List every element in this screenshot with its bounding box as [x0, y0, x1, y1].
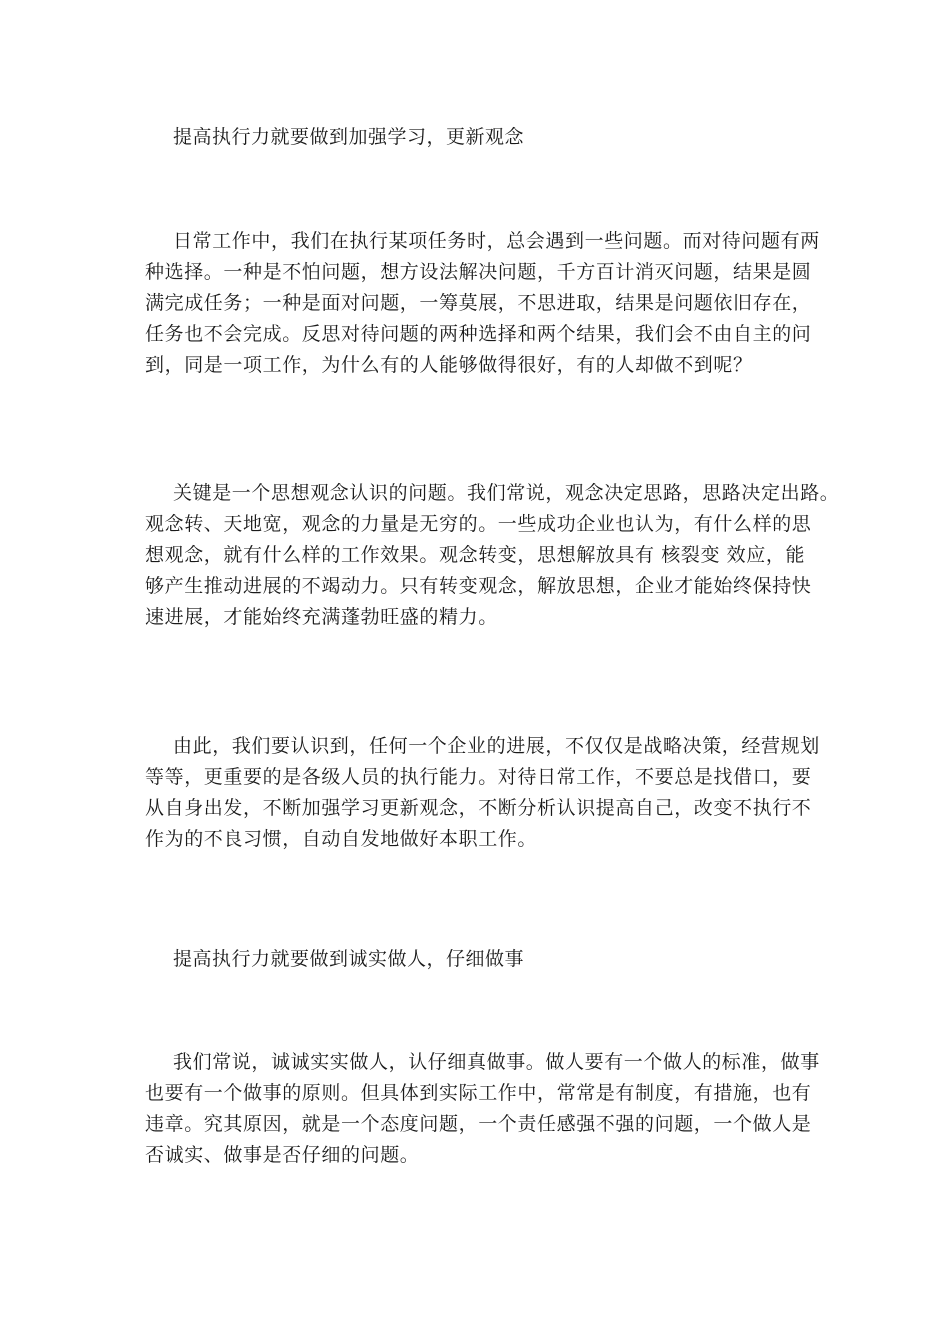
- paragraph-line: 违章。究其原因，就是一个态度问题，一个责任感强不强的问题，一个做人是: [145, 1113, 812, 1135]
- paragraph-line: 日常工作中，我们在执行某项任务时，总会遇到一些问题。而对待问题有两: [173, 230, 820, 252]
- paragraph-4: [145, 1047, 825, 1171]
- paragraph-line: 作为的不良习惯，自动自发地做好本职工作。: [145, 828, 538, 850]
- section-heading-2: 提高执行力就要做到诚实做人，仔细做事: [173, 948, 525, 970]
- paragraph-2: [145, 478, 840, 633]
- paragraph-line: 也要有一个做事的原则。但具体到实际工作中，常常是有制度，有措施，也有: [145, 1082, 812, 1104]
- paragraph-line: 从自身出发，不断加强学习更新观念，不断分析认识提高自己，改变不执行不: [145, 797, 812, 819]
- paragraph-1: [145, 226, 825, 381]
- paragraph-line: 种选择。一种是不怕问题，想方设法解决问题，千方百计消灭问题，结果是圆: [145, 261, 812, 283]
- paragraph-line: 关键是一个思想观念认识的问题。我们常说，观念决定思路，思路决定出路。: [173, 482, 840, 504]
- paragraph-line: 够产生推动进展的不竭动力。只有转变观念，解放思想，企业才能始终保持快: [145, 575, 812, 597]
- paragraph-3: [145, 731, 825, 855]
- paragraph-line: 我们常说，诚诚实实做人，认仔细真做事。做人要有一个做人的标准，做事: [173, 1051, 820, 1073]
- paragraph-line: 到，同是一项工作，为什么有的人能够做得很好，有的人却做不到呢？: [145, 354, 753, 376]
- paragraph-line: 否诚实、做事是否仔细的问题。: [145, 1144, 420, 1166]
- paragraph-line: 由此，我们要认识到，任何一个企业的进展，不仅仅是战略决策，经营规划: [173, 735, 820, 757]
- section-heading-1: 提高执行力就要做到加强学习，更新观念: [173, 126, 525, 148]
- paragraph-line: 观念转、天地宽，观念的力量是无穷的。一些成功企业也认为，有什么样的思: [145, 513, 812, 535]
- paragraph-line: 任务也不会完成。反思对待问题的两种选择和两个结果，我们会不由自主的问: [145, 323, 812, 345]
- paragraph-line: 速进展，才能始终充满蓬勃旺盛的精力。: [145, 606, 498, 628]
- paragraph-line: 满完成任务；一种是面对问题，一筹莫展，不思进取，结果是问题依旧存在，: [145, 292, 812, 314]
- paragraph-line: 想观念，就有什么样的工作效果。观念转变，思想解放具有 核裂变 效应，能: [145, 544, 806, 566]
- paragraph-line: 等等，更重要的是各级人员的执行能力。对待日常工作，不要总是找借口，要: [145, 766, 812, 788]
